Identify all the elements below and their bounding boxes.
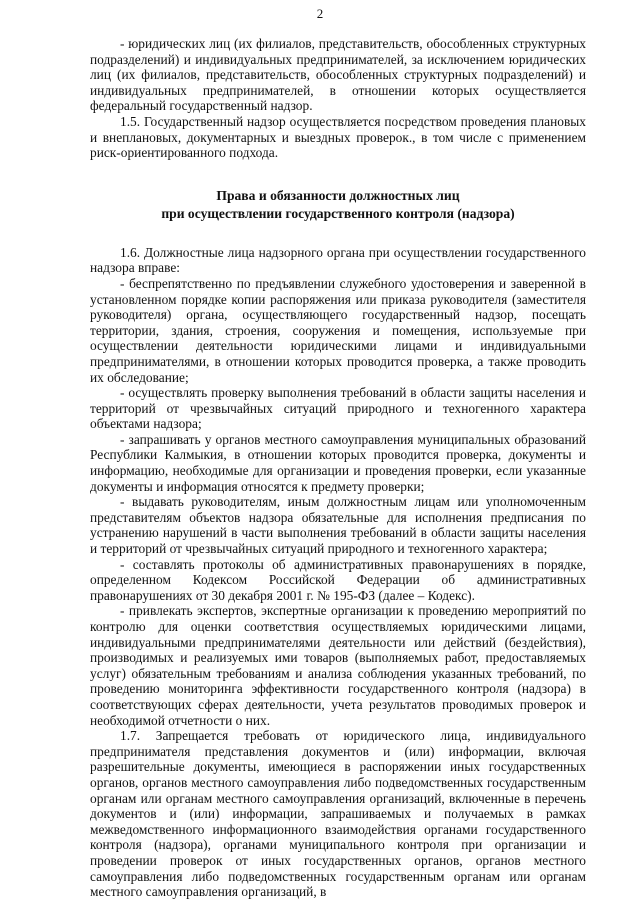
section-heading-line-2: при осуществлении государственного контроля (надзора) — [161, 205, 515, 221]
list-item-check-requirements: - осуществлять проверку выполнения требований в области защиты населения и территорий от чрезвычайных ситуаций природного и техногенного характера объектами надзора; — [90, 385, 586, 432]
list-item-engage-experts: - привлекать экспертов, экспертные организации к проведению мероприятий по контролю для оценки соответствия осуществляемых юридическими лицами, индивидуальными предпринимателями деятельности или действий (бездействия), производимых и реализуемых ими товаров (выполняемых работ, предоставляемых услуг) обязательным требованиям и анализа соблюдения указанных требований, по проведению мониторинга эффективности государственного контроля (надзора) в соответствующих сферах деятельности, учета результатов проводимых проверок и необходимой отчетности о них. — [90, 603, 586, 728]
paragraph-1-5: 1.5. Государственный надзор осуществляется посредством проведения плановых и внеплановых, документарных и выездных проверок., в том числе с применением риск-ориентированного подхода. — [90, 113, 586, 161]
section-heading-line-1: Права и обязанности должностных лиц — [216, 187, 460, 203]
paragraph-legal-entities: - юридических лиц (их филиалов, представительств, обособленных структурных подразделений) и индивидуальных предпринимателей, за исключением юридических лиц (их филиалов, представительств, обособленных структурных подразделений) и индивидуальных предпринимателей, в отношении которых осуществляется федеральный государственный надзор. — [90, 36, 586, 114]
section-heading — [90, 187, 586, 223]
list-item-visit-premises: - беспрепятственно по предъявлении служебного удостоверения и заверенной в установленном порядке копии распоряжения или приказа руководителя (заместителя руководителя) органа, осуществляющего государственный надзор, посещать территории, здания, строения, сооружения и помещения, используемые при осуществлении деятельности юридическими лицами и индивидуальными предпринимателями, в отношении которых проводится проверка, а также проводить их обследование; — [90, 275, 586, 385]
paragraph-1-7: 1.7. Запрещается требовать от юридического лица, индивидуального предпринимателя представления документов и (или) информации, включая разрешительные документы, имеющиеся в распоряжении иных государственных органов, органов местного самоуправления либо подведомственных государственным органам или органам местного самоуправления организаций, включенные в перечень документов и (или) информации, запрашиваемых и получаемых в рамках межведомственного информационного взаимодействия органами государственного контроля (надзора), органами муниципального контроля при организации и проведении проверок от иных государственных органов, органов местного самоуправления либо подведомственных государственным органам или органам местного самоуправления организаций, в — [90, 728, 586, 900]
document-body — [90, 36, 586, 900]
list-item-request-documents: - запрашивать у органов местного самоуправления муниципальных образований Республики Калмыкия, в отношении которых проводится проверка, документы и информацию, необходимые для организации и проведения проверки, если указанные документы и информация относятся к предмету проверки; — [90, 431, 586, 494]
list-item-draft-protocols: - составлять протоколы об административных правонарушениях в порядке, определенном Кодексом Российской Федерации об административных правонарушениях от 30 декабря 2001 г. № 195-ФЗ (далее – Кодекс). — [90, 556, 586, 603]
paragraph-1-6: 1.6. Должностные лица надзорного органа при осуществлении государственного надзора вправе: — [90, 244, 586, 276]
list-item-issue-orders: - выдавать руководителям, иным должностным лицам или уполномоченным представителям объектов надзора обязательные для исполнения предписания по устранению нарушений в части выполнения требований в области защиты населения и территорий от чрезвычайных ситуаций природного и техногенного характера; — [90, 494, 586, 557]
page-number: 2 — [316, 6, 324, 21]
